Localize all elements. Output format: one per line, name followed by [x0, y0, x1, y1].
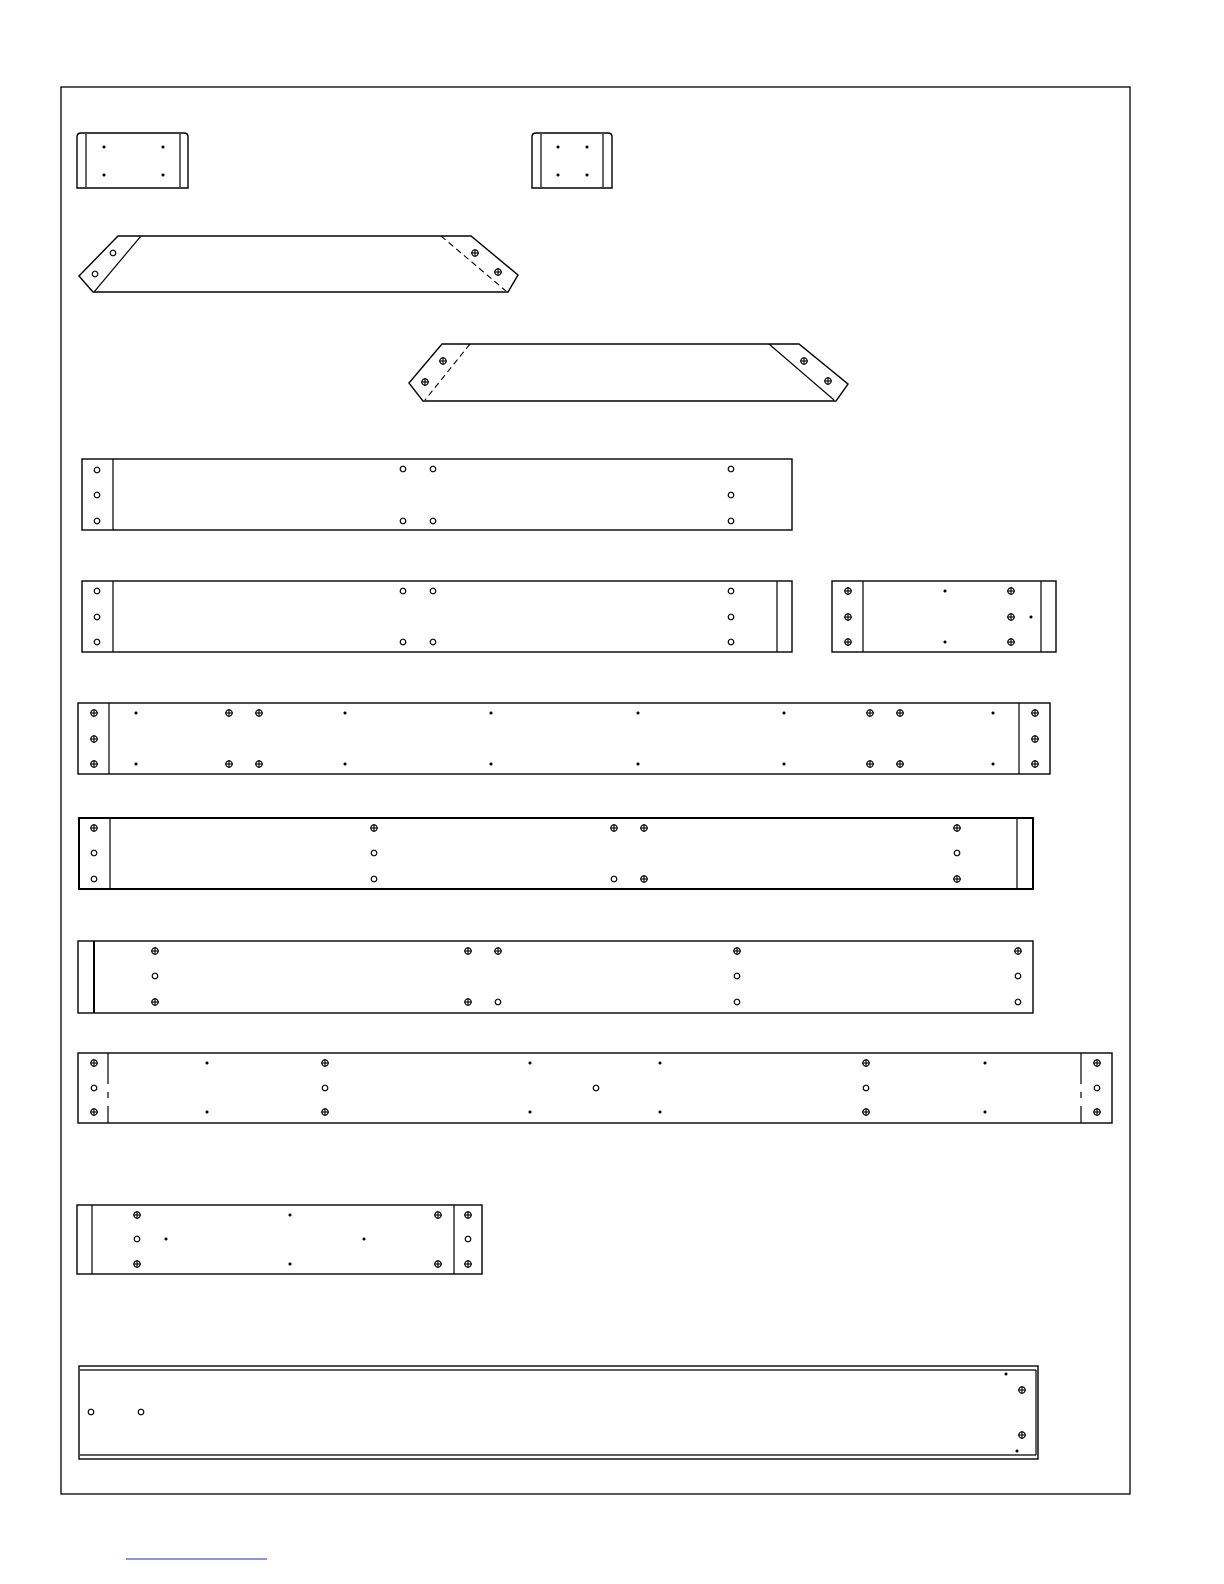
open-hole-icon — [430, 639, 436, 645]
open-hole-icon — [94, 614, 100, 620]
pin-hole-icon — [659, 1111, 662, 1114]
open-hole-icon — [91, 876, 97, 882]
pin-hole-icon — [363, 1238, 366, 1241]
open-hole-icon — [94, 467, 100, 473]
pin-hole-icon — [984, 1062, 987, 1065]
open-hole-icon — [728, 518, 734, 524]
pin-hole-icon — [135, 712, 138, 715]
pin-hole-icon — [165, 1238, 168, 1241]
pin-hole-icon — [162, 174, 165, 177]
open-hole-icon — [400, 466, 406, 472]
pin-hole-icon — [344, 763, 347, 766]
angled-brace-right — [409, 344, 848, 401]
pin-hole-icon — [103, 174, 106, 177]
open-hole-icon — [611, 876, 617, 882]
pin-hole-icon — [1030, 616, 1033, 619]
open-hole-icon — [465, 1236, 471, 1242]
pin-hole-icon — [1005, 1373, 1008, 1376]
open-hole-icon — [593, 1085, 599, 1091]
open-hole-icon — [88, 1409, 94, 1415]
open-hole-icon — [430, 466, 436, 472]
open-hole-icon — [152, 973, 158, 979]
pin-hole-icon — [289, 1263, 292, 1266]
open-hole-icon — [400, 639, 406, 645]
open-hole-icon — [1015, 999, 1021, 1005]
pin-hole-icon — [289, 1214, 292, 1217]
angled-brace-left — [79, 236, 518, 292]
open-hole-icon — [91, 1085, 97, 1091]
pin-hole-icon — [557, 174, 560, 177]
rail-3 — [78, 703, 1050, 774]
open-hole-icon — [734, 973, 740, 979]
pin-hole-icon — [992, 763, 995, 766]
pin-hole-icon — [992, 712, 995, 715]
pin-hole-icon — [637, 712, 640, 715]
open-hole-icon — [94, 492, 100, 498]
open-hole-icon — [94, 518, 100, 524]
pin-hole-icon — [529, 1062, 532, 1065]
rail-4 — [79, 818, 1033, 889]
pin-hole-icon — [490, 712, 493, 715]
open-hole-icon — [371, 850, 377, 856]
pin-hole-icon — [586, 174, 589, 177]
pin-hole-icon — [586, 146, 589, 149]
pin-hole-icon — [162, 146, 165, 149]
open-hole-icon — [728, 588, 734, 594]
base-board — [79, 1366, 1038, 1459]
pin-hole-icon — [490, 763, 493, 766]
open-hole-icon — [1015, 973, 1021, 979]
drawing-frame — [61, 87, 1130, 1494]
pin-hole-icon — [783, 763, 786, 766]
open-hole-icon — [430, 518, 436, 524]
open-hole-icon — [92, 271, 98, 277]
bracket-small-a — [77, 133, 188, 188]
pin-hole-icon — [206, 1111, 209, 1114]
open-hole-icon — [91, 850, 97, 856]
pin-hole-icon — [637, 763, 640, 766]
open-hole-icon — [400, 518, 406, 524]
open-hole-icon — [138, 1409, 144, 1415]
pin-hole-icon — [944, 641, 947, 644]
open-hole-icon — [371, 876, 377, 882]
open-hole-icon — [728, 614, 734, 620]
open-hole-icon — [110, 250, 116, 256]
open-hole-icon — [322, 1085, 328, 1091]
pin-hole-icon — [984, 1111, 987, 1114]
rail-5 — [78, 941, 1033, 1013]
pin-hole-icon — [944, 590, 947, 593]
open-hole-icon — [728, 639, 734, 645]
open-hole-icon — [863, 1085, 869, 1091]
pin-hole-icon — [1016, 1450, 1019, 1453]
open-hole-icon — [728, 492, 734, 498]
open-hole-icon — [954, 850, 960, 856]
pin-hole-icon — [783, 712, 786, 715]
rail-2 — [82, 581, 792, 652]
open-hole-icon — [94, 639, 100, 645]
open-hole-icon — [1094, 1085, 1100, 1091]
open-hole-icon — [734, 999, 740, 1005]
open-hole-icon — [728, 466, 734, 472]
open-hole-icon — [400, 588, 406, 594]
open-hole-icon — [495, 999, 501, 1005]
open-hole-icon — [430, 588, 436, 594]
open-hole-icon — [134, 1236, 140, 1242]
pin-hole-icon — [529, 1111, 532, 1114]
pin-hole-icon — [206, 1062, 209, 1065]
pin-hole-icon — [344, 712, 347, 715]
pin-hole-icon — [103, 146, 106, 149]
bracket-small-b — [532, 133, 612, 188]
open-hole-icon — [94, 588, 100, 594]
pin-hole-icon — [135, 763, 138, 766]
pin-hole-icon — [557, 146, 560, 149]
pin-hole-icon — [659, 1062, 662, 1065]
rail-1 — [82, 459, 792, 530]
